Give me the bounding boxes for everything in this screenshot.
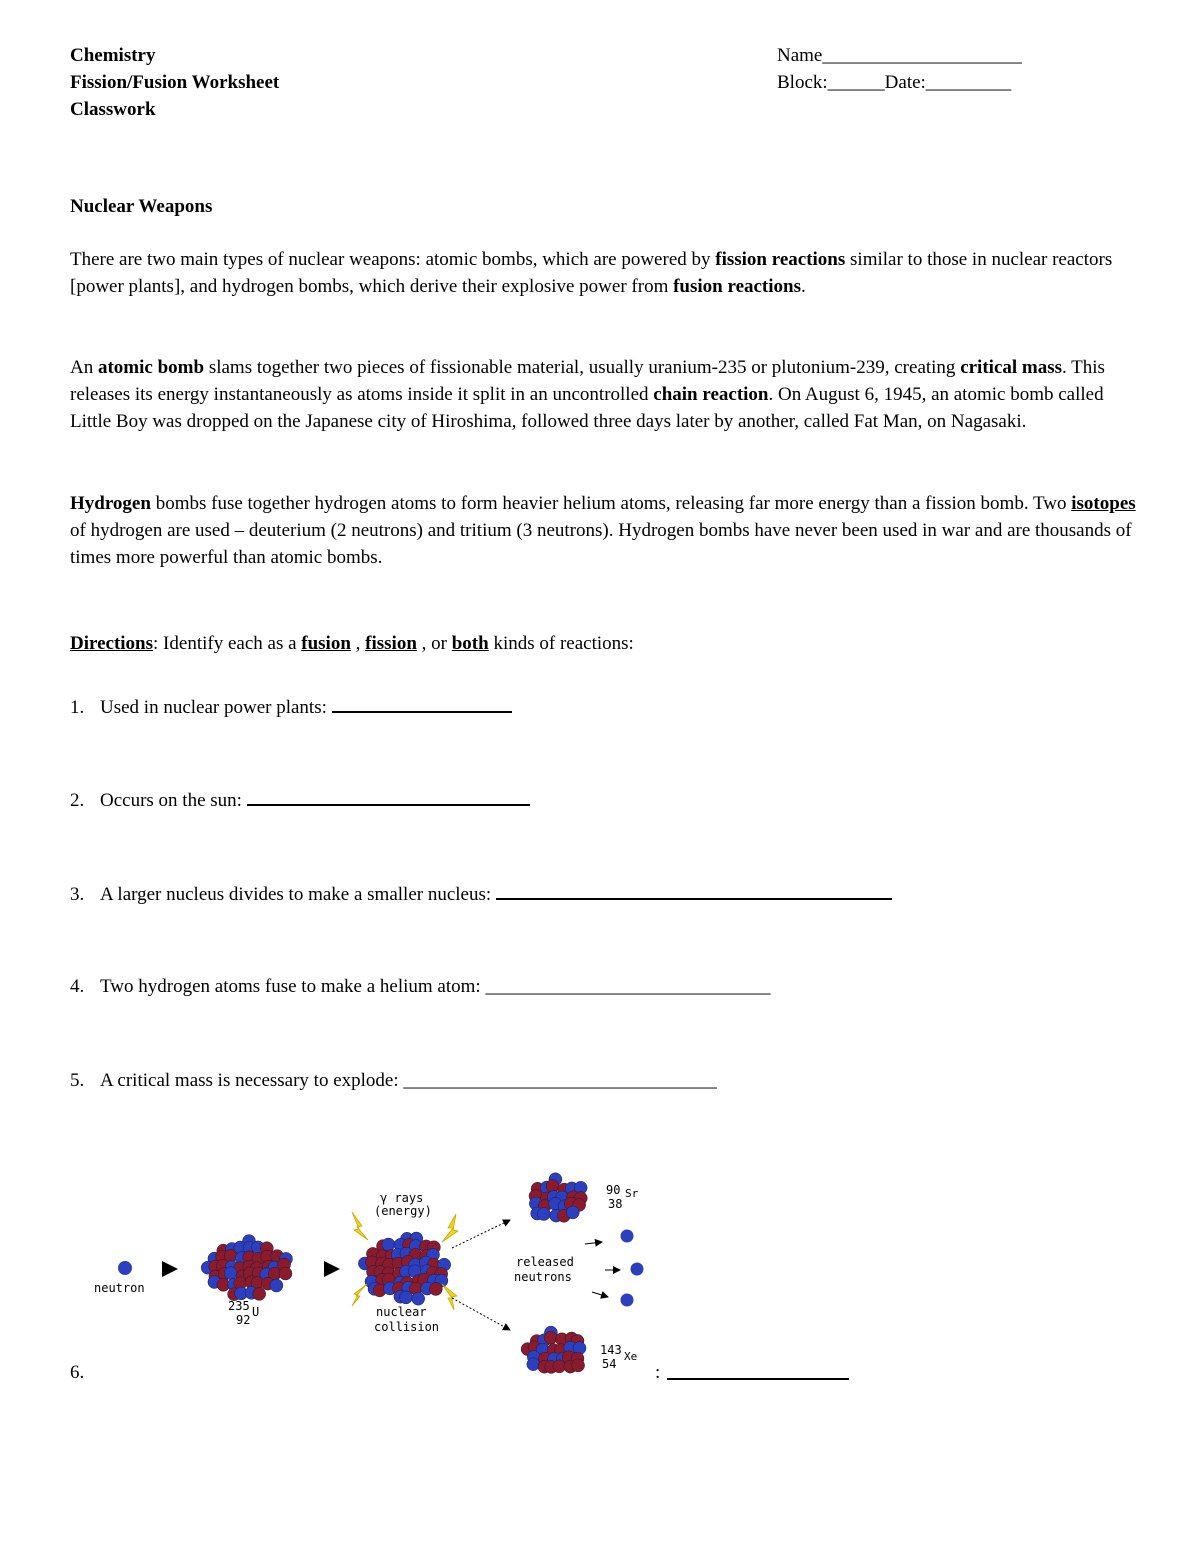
- xe-mass-number: 143: [600, 1343, 622, 1357]
- nucleon-icon: [544, 1331, 557, 1344]
- sr-atomic-number: 38: [608, 1197, 623, 1211]
- answer-blank-3[interactable]: [496, 880, 892, 900]
- p3-bold-hydrogen: Hydrogen: [70, 493, 151, 514]
- question-text: Used in nuclear power plants:: [100, 697, 332, 718]
- directions-sep2: , or: [416, 633, 452, 654]
- released-label-line1: released: [516, 1255, 574, 1269]
- sr-mass-number: 90: [606, 1183, 621, 1197]
- question-2: [70, 786, 530, 814]
- xe-symbol: Xe: [624, 1350, 638, 1363]
- energy-bolt-icon: [352, 1212, 368, 1240]
- arrow-icon: [452, 1220, 510, 1248]
- worksheet-title: Fission/Fusion Worksheet: [70, 72, 280, 93]
- collision-label-line1: nuclear: [376, 1305, 427, 1319]
- course-title: Chemistry: [70, 45, 156, 66]
- answer-blank-6[interactable]: [667, 1378, 849, 1380]
- header-left: [70, 42, 279, 123]
- directions-both: both: [451, 633, 489, 654]
- energy-bolt-icon: [442, 1214, 458, 1242]
- answer-blank-1[interactable]: [332, 693, 512, 713]
- u-symbol: U: [252, 1305, 260, 1319]
- directions-label: Directions: [70, 633, 154, 654]
- p2-bold-critical-mass: critical mass: [960, 357, 1063, 378]
- question-4: [70, 973, 770, 1000]
- fission-diagram: [80, 1170, 680, 1380]
- question-text-with-blank[interactable]: Two hydrogen atoms fuse to make a helium atom: ______________________________: [100, 976, 771, 997]
- section-title: Nuclear Weapons: [70, 196, 213, 217]
- collision-label-line2: collision: [374, 1320, 440, 1334]
- gamma-label-line2: (energy): [374, 1204, 432, 1218]
- released-label-line2: neutrons: [514, 1270, 572, 1284]
- energy-bolt-icon: [442, 1284, 457, 1310]
- name-field-line[interactable]: Name_____________________: [777, 45, 1022, 66]
- question-5: [70, 1067, 717, 1094]
- xenon-nucleus-icon: [521, 1326, 586, 1373]
- directions-text-b: kinds of reactions:: [488, 633, 634, 654]
- p2-text-g: . On August 6, 1945, an atomic bomb called Little Boy was dropped on the Japanese city of Hiroshima, followed three days later by another, called Fat Man, on Nagasaki.: [70, 384, 1104, 432]
- question-3: [70, 880, 892, 908]
- paragraph-atomic-bomb: [70, 354, 1140, 435]
- directions-sep1: ,: [350, 633, 366, 654]
- directions-text-a: : Identify each as a: [153, 633, 302, 654]
- p2-text-a: An: [70, 357, 98, 378]
- nucleon-icon: [429, 1283, 442, 1296]
- p1-text-a: There are two main types of nuclear weapons: atomic bombs, which are powered by: [70, 249, 716, 270]
- question-text: Occurs on the sun:: [100, 790, 247, 811]
- question-number: 1.: [70, 697, 85, 718]
- p2-text-e: . This releases its energy instantaneously as atoms inside it split in an uncontrolled: [70, 357, 1105, 405]
- nucleon-icon: [412, 1292, 425, 1305]
- nucleon-icon: [566, 1206, 579, 1219]
- block-date-field-line[interactable]: Block:______Date:_________: [777, 72, 1012, 93]
- p2-bold-chain-reaction: chain reaction: [653, 384, 769, 405]
- p1-text-c: similar to those in nuclear reactors [power plants], and hydrogen bombs, which derive their explosive power from: [70, 249, 1113, 297]
- question-text: A larger nucleus divides to make a smaller nucleus:: [100, 884, 496, 905]
- gamma-label-line1: γ rays: [380, 1191, 424, 1205]
- u-atomic-number: 92: [236, 1313, 251, 1327]
- released-neutron-icon: [621, 1294, 634, 1307]
- p2-bold-atomic-bomb: atomic bomb: [97, 357, 205, 378]
- collision-nucleus-icon: [358, 1232, 450, 1305]
- question-6-number: 6.: [70, 1362, 85, 1383]
- paragraph-hydrogen-bomb: [70, 490, 1140, 571]
- arrow-icon: [452, 1298, 510, 1330]
- question-6-colon: :: [655, 1362, 661, 1383]
- p3-bold-isotopes: isotopes: [1071, 493, 1136, 514]
- nucleon-icon: [253, 1287, 266, 1300]
- answer-blank-2[interactable]: [247, 786, 530, 806]
- p2-text-c: slams together two pieces of fissionable material, usually uranium-235 or plutonium-239, creating: [204, 357, 961, 378]
- p1-bold-fission-reactions: fission reactions: [715, 249, 846, 270]
- nucleon-icon: [537, 1208, 550, 1221]
- released-neutron-icon: [631, 1263, 644, 1276]
- p1-bold-fusion-reactions: fusion reactions: [673, 276, 802, 297]
- arrow-icon: [592, 1292, 608, 1297]
- question-text-with-blank[interactable]: A critical mass is necessary to explode: _________________________________: [100, 1070, 717, 1091]
- nucleon-icon: [279, 1267, 292, 1280]
- sr-symbol: Sr: [625, 1187, 639, 1200]
- directions-fission: fission: [365, 633, 417, 654]
- nucleon-icon: [572, 1359, 585, 1372]
- xe-atomic-number: 54: [602, 1357, 617, 1371]
- released-neutron-icon: [621, 1230, 634, 1243]
- question-number: 4.: [70, 976, 85, 997]
- uranium-nucleus-icon: [201, 1235, 292, 1301]
- arrow-icon: [585, 1242, 602, 1244]
- question-1: [70, 693, 512, 721]
- p3-text-b: bombs fuse together hydrogen atoms to form heavier helium atoms, releasing far more energy than a fission bomb. Two: [150, 493, 1072, 514]
- header-right: [777, 42, 1022, 96]
- strontium-nucleus-icon: [529, 1173, 587, 1223]
- question-number: 3.: [70, 884, 85, 905]
- p3-text-d: of hydrogen are used – deuterium (2 neutrons) and tritium (3 neutrons). Hydrogen bombs have never been used in war and are thousands of times more powerful than atomic bombs.: [70, 520, 1132, 568]
- energy-bolt-icon: [352, 1284, 367, 1306]
- directions: [70, 630, 634, 657]
- p1-text-e: .: [801, 276, 806, 297]
- nucleon-icon: [382, 1238, 395, 1251]
- question-number: 5.: [70, 1070, 85, 1091]
- incoming-neutron-icon: [118, 1261, 132, 1275]
- paragraph-intro: [70, 246, 1140, 300]
- u-mass-number: 235: [228, 1299, 250, 1313]
- nucleon-icon: [224, 1267, 237, 1280]
- nucleon-icon: [270, 1279, 283, 1292]
- neutron-label: neutron: [94, 1281, 145, 1295]
- question-number: 2.: [70, 790, 85, 811]
- worksheet-type: Classwork: [70, 99, 156, 120]
- nucleon-icon: [527, 1358, 540, 1371]
- directions-fusion: fusion: [301, 633, 351, 654]
- nucleon-icon: [400, 1291, 413, 1304]
